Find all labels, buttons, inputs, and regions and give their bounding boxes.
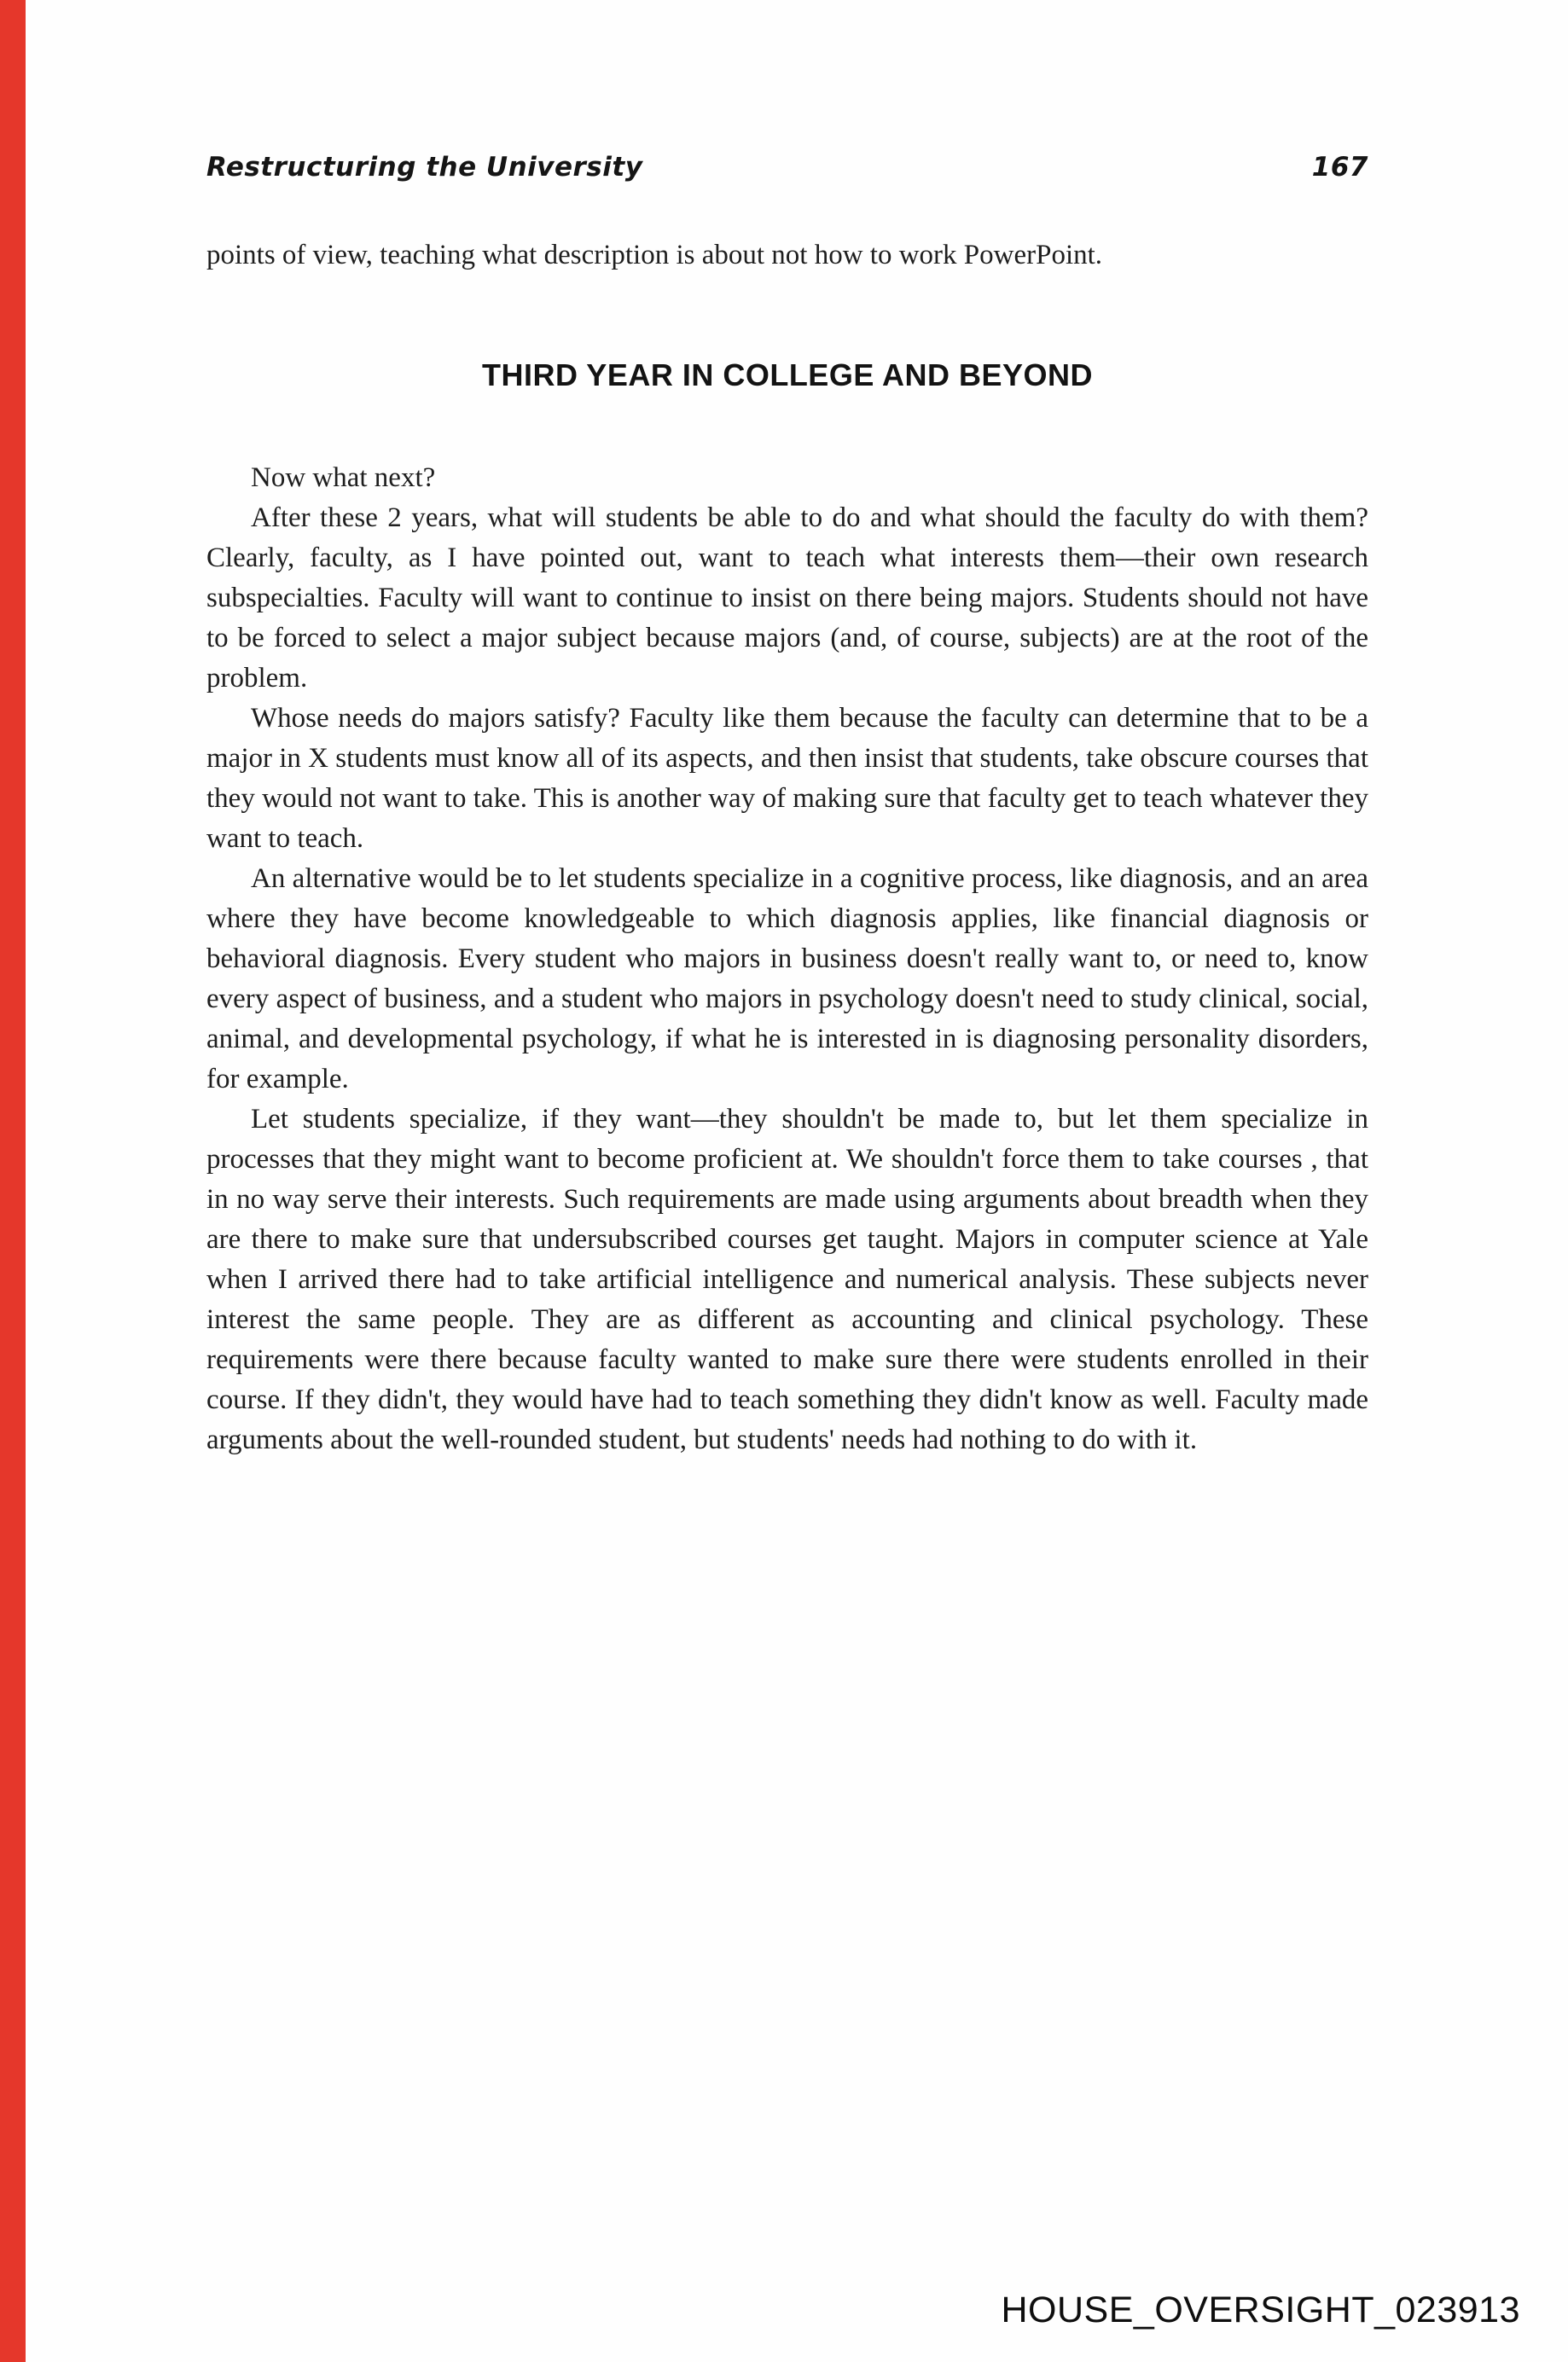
page-content [206,152,1368,1460]
body-paragraph: Now what next? [251,462,436,493]
running-header [206,152,1368,183]
page-number: 167 [1311,152,1368,183]
body-text [206,235,1368,1460]
body-paragraph: Whose needs do majors satisfy? Faculty like them because the faculty can determine that to be a major in X students must know all of its aspects, and then insist that students, take obscure courses that they would not want to take. This is another way of making sure that faculty get to teach whatever they want to teach. [206,703,1368,854]
body-paragraph: Let students specialize, if they want—they shouldn't be made to, but let them specialize in processes that they might want to become proficient at. We shouldn't force them to take courses , that in no way serve their interests. Such requirements are made using arguments about breadth when they are there to make sure that undersubscribed courses get taught. Majors in computer science at Yale when I arrived there had to take artificial intelligence and numerical analysis. These subjects never interest the same people. They are as different as accounting and clinical psychology. These requirements were there because faculty wanted to make sure there were students enrolled in their course. If they didn't, they would have had to teach something they didn't know as well. Faculty made arguments about the well-rounded student, but students' needs had nothing to do with it. [206,1104,1368,1455]
red-book-edge [0,0,26,2362]
body-paragraph: After these 2 years, what will students be able to do and what should the faculty do with them? Clearly, faculty, as I have pointed out, want to teach what interests them—their own research subspecialties. Faculty will want to continue to insist on there being majors. Students should not have to be forced to select a major subject because majors (and, of course, subjects) are at the root of the problem. [206,502,1368,694]
body-paragraph: An alternative would be to let students specialize in a cognitive process, like diagnosis, and an area where they have become knowledgeable to which diagnosis applies, like financial diagnosis or behavioral diagnosis. Every student who majors in business doesn't really want to, or need to, know every aspect of business, and a student who majors in psychology doesn't need to study clinical, social, animal, and developmental psychology, if what he is interested in is diagnosing personality disorders, for example. [206,863,1368,1094]
intro-paragraph: points of view, teaching what description is about not how to work PowerPoint. [206,240,1103,270]
section-heading: THIRD YEAR IN COLLEGE AND BEYOND [481,357,1094,392]
watermark-label: HOUSE_OVERSIGHT_023913 [1001,2289,1520,2330]
running-header-title: Restructuring the University [206,152,643,183]
